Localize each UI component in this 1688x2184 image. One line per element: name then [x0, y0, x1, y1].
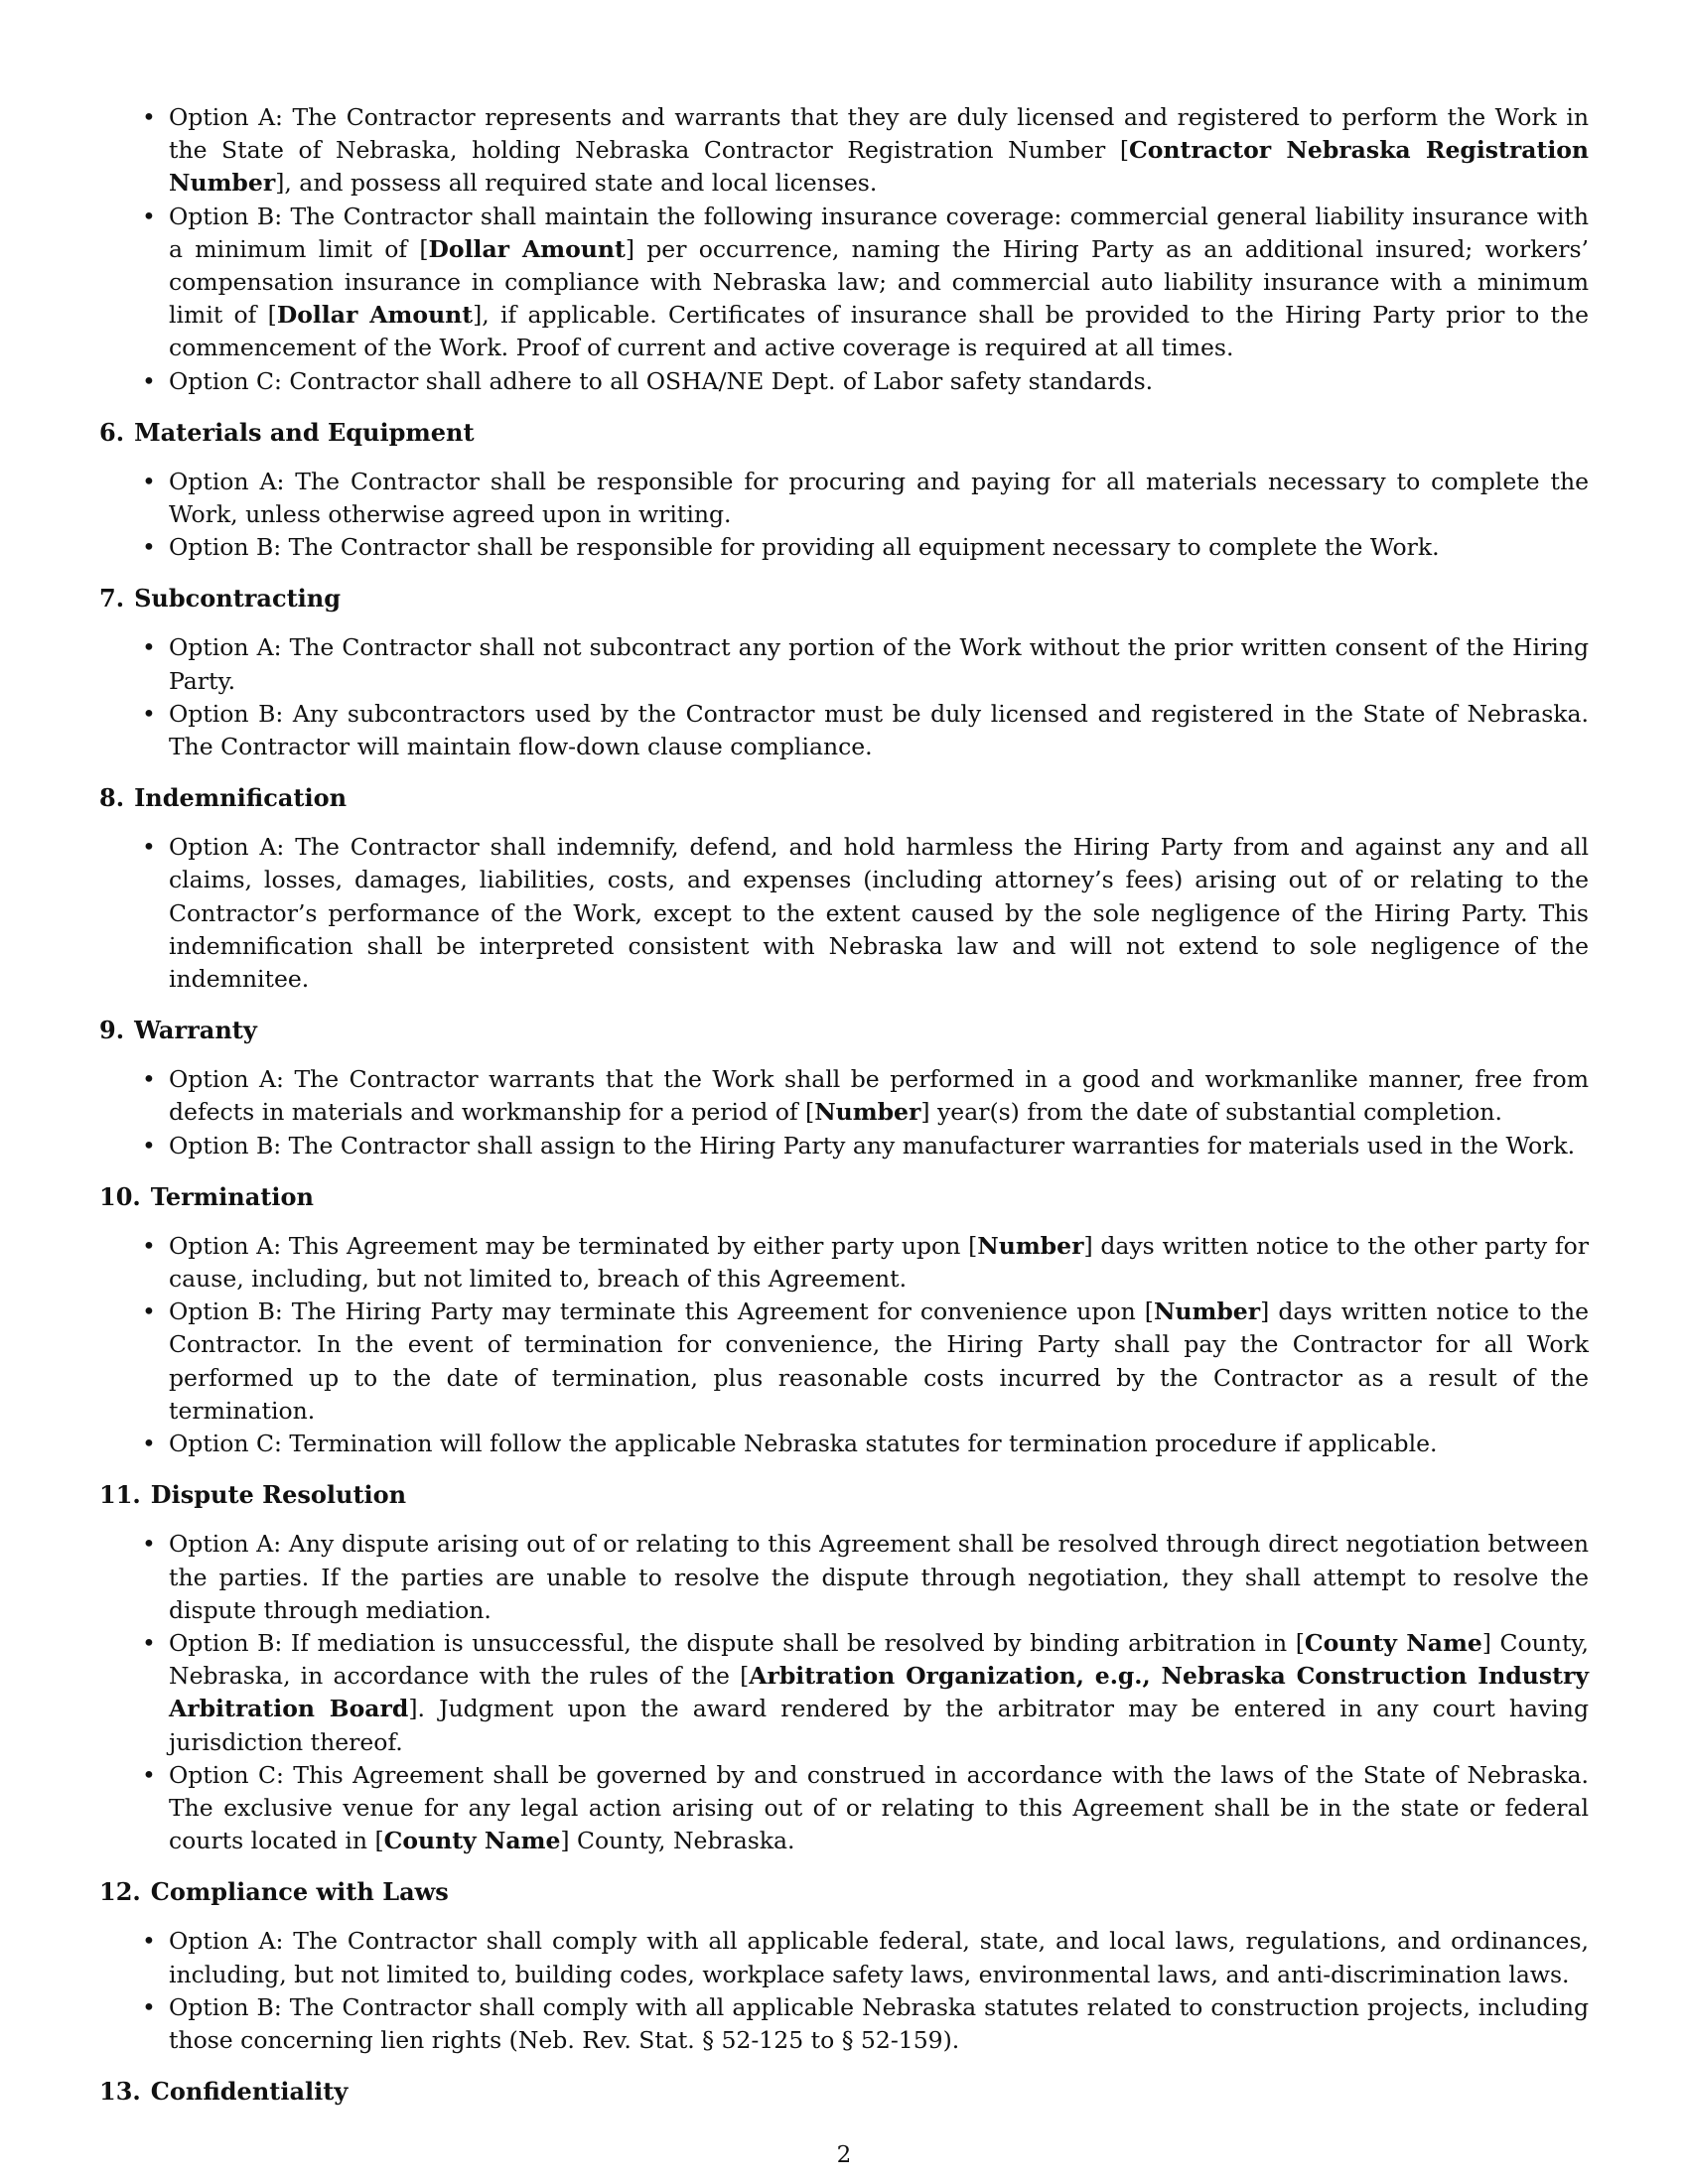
option-item-governing-law — [169, 1759, 1589, 1858]
clause-text: Option C: Contractor shall adhere to all OSHA/NE Dept. of Labor safety standards. — [169, 366, 1154, 395]
clause-text: Option A: The Contractor warrants that the Work shall be performed in a good and workmanlike manner, free from defects in materials and workmanship for a period of [ — [169, 1065, 1589, 1127]
section-title: Materials and Equipment — [134, 417, 475, 447]
option-list — [99, 631, 1589, 763]
option-list — [99, 466, 1589, 565]
section-heading-dispute-resolution — [99, 1478, 1589, 1511]
option-item-insurance — [169, 201, 1589, 365]
option-item-materials — [169, 466, 1589, 531]
section-number: 7. — [99, 584, 125, 614]
document-body — [99, 101, 1589, 2124]
clause-text: Option A: Any dispute arising out of or relating to this Agreement shall be resolved through direct negotiation between the parties. If the parties are unable to resolve the dispute through negotiation, they shall attempt to resolve the dispute through mediation. — [169, 1530, 1589, 1624]
section-heading-warranty — [99, 1014, 1589, 1046]
option-list — [99, 1925, 1589, 2057]
section-title: Dispute Resolution — [150, 1480, 407, 1510]
placeholder-field: County Name — [383, 1827, 561, 1855]
option-item-licensed-subs — [169, 698, 1589, 763]
section-title: Confidentiality — [150, 2077, 349, 2107]
clause-text: Option A: The Contractor shall indemnify, defend, and hold harmless the Hiring Party from and against any and all claims, losses, damages, liabilities, costs, and expenses (including attorney’s fees) arising out of or relating to the Contractor’s performance of the Work, except to the extent caused by the sole negligence of the Hiring Party. This indemnification shall be interpreted consistent with Nebraska law and will not extend to sole negligence of the indemnitee. — [169, 833, 1589, 994]
placeholder-field: County Name — [1304, 1628, 1482, 1657]
clause-text: ] County, Nebraska, in accordance with the rules of the [ — [169, 1628, 1590, 1691]
section-number: 12. — [99, 1877, 141, 1907]
clause-text: Option C: This Agreement shall be governed by and construed in accordance with the laws of the State of Nebraska. The exclusive venue for any legal action arising out of or relating to this Agreement shall be in the state or federal courts located in [ — [169, 1760, 1589, 1855]
option-item-safety — [169, 365, 1589, 398]
option-item-licensing — [169, 101, 1589, 201]
section-title: Termination — [150, 1181, 314, 1211]
option-item-manufacturer — [169, 1130, 1589, 1162]
placeholder-field: Dollar Amount — [276, 301, 474, 330]
section-number: 10. — [99, 1181, 141, 1211]
option-item-statutes — [169, 1428, 1589, 1460]
clause-text: Option A: The Contractor shall comply with all applicable federal, state, and local laws, regulations, and ordinances, including, but not limited to, building codes, workplace safety laws, environmental laws, and anti-discrimination laws. — [169, 1927, 1589, 1988]
section-heading-materials-and-equipment — [99, 416, 1589, 449]
option-item-equipment — [169, 531, 1589, 564]
section-number: 11. — [99, 1480, 141, 1510]
section-title: Subcontracting — [134, 584, 342, 614]
option-item-for-cause — [169, 1230, 1589, 1296]
clause-text: Option C: Termination will follow the applicable Nebraska statutes for termination procedure if applicable. — [169, 1430, 1438, 1458]
section-title: Compliance with Laws — [150, 1877, 449, 1907]
placeholder-field: Number — [814, 1098, 921, 1127]
clause-text: ], and possess all required state and local licenses. — [275, 169, 878, 198]
section-heading-compliance-with-laws — [99, 1875, 1589, 1908]
clause-text: Option B: The Contractor shall maintain the following insurance coverage: commercial general liability insurance with a minimum limit of [ — [169, 202, 1589, 263]
section-number: 9. — [99, 1016, 125, 1045]
option-item-workmanship — [169, 1063, 1589, 1129]
option-item-negotiation — [169, 1528, 1589, 1627]
section-heading-confidentiality — [99, 2075, 1589, 2108]
option-item-for-convenience — [169, 1296, 1589, 1428]
option-item-general-laws — [169, 1925, 1589, 1990]
clause-text: Option B: If mediation is unsuccessful, the dispute shall be resolved by binding arbitration in [ — [169, 1628, 1305, 1657]
clause-text: Option A: The Contractor represents and warrants that they are duly licensed and registered to perform the Work in the State of Nebraska, holding Nebraska Contractor Registration Number [ — [169, 103, 1589, 165]
section-number: 8. — [99, 783, 125, 813]
clause-text: ]. Judgment upon the award rendered by the arbitrator may be entered in any court having jurisdiction thereof. — [169, 1695, 1589, 1756]
clause-text: Option A: This Agreement may be terminated by either party upon [ — [169, 1231, 978, 1260]
clause-text: ], if applicable. Certificates of insurance shall be provided to the Hiring Party prior to the commencement of the Work. Proof of current and active coverage is required at all times. — [169, 301, 1589, 362]
option-list — [99, 1528, 1589, 1857]
placeholder-field: Dollar Amount — [428, 234, 626, 263]
placeholder-field: Number — [977, 1231, 1084, 1260]
option-list — [99, 1230, 1589, 1460]
clause-text: Option B: Any subcontractors used by the Contractor must be duly licensed and registered in the State of Nebraska. The Contractor will maintain flow-down clause compliance. — [169, 699, 1589, 761]
clause-text: Option B: The Contractor shall be responsible for providing all equipment necessary to complete the Work. — [169, 533, 1440, 562]
option-item-arbitration — [169, 1627, 1589, 1759]
placeholder-field: Number — [1153, 1297, 1261, 1326]
option-list — [99, 831, 1589, 996]
section-heading-termination — [99, 1180, 1589, 1213]
clause-text: ] days written notice to the other party for cause, including, but not limited to, breach of this Agreement. — [169, 1231, 1589, 1294]
clause-text: ] County, Nebraska. — [560, 1827, 795, 1855]
clause-text: ] per occurrence, naming the Hiring Party as an additional insured; workers’ compensation insurance in compliance with Nebraska law; and commercial auto liability insurance with a minimum limit of [ — [169, 234, 1589, 330]
clause-text: Option A: The Contractor shall be responsible for procuring and paying for all materials necessary to complete the Work, unless otherwise agreed upon in writing. — [169, 467, 1589, 529]
section-number: 13. — [99, 2077, 141, 2107]
clause-text: Option A: The Contractor shall not subcontract any portion of the Work without the prior written consent of the Hiring Party. — [169, 633, 1589, 695]
section-title: Warranty — [134, 1016, 257, 1045]
clause-text: Option B: The Contractor shall comply with all applicable Nebraska statutes related to construction projects, including those concerning lien rights (Neb. Rev. Stat. § 52-125 to § 52-159). — [169, 1992, 1589, 2054]
page-number: 2 — [836, 2142, 852, 2168]
section-number: 6. — [99, 417, 125, 447]
option-list — [99, 1063, 1589, 1162]
clause-text: ] days written notice to the Contractor. In the event of termination for convenience, the Hiring Party shall pay the Contractor for all Work performed up to the date of termination, plus reasonable costs incurred by the Contractor as a result of the termination. — [169, 1297, 1589, 1425]
placeholder-field: Contractor Nebraska Registration Number — [169, 136, 1590, 198]
section-heading-indemnification — [99, 781, 1589, 814]
placeholder-field: Arbitration Organization, e.g., Nebraska Construction Industry Arbitration Board — [169, 1662, 1589, 1723]
option-item-consent — [169, 631, 1589, 697]
option-list — [99, 101, 1589, 398]
clause-text: Option B: The Hiring Party may terminate this Agreement for convenience upon [ — [169, 1297, 1154, 1326]
clause-text: ] year(s) from the date of substantial completion. — [920, 1098, 1502, 1127]
option-item-nebraska-statutes — [169, 1991, 1589, 2057]
section-title: Indemnification — [134, 783, 348, 813]
option-item-indemnify — [169, 831, 1589, 996]
section-heading-subcontracting — [99, 582, 1589, 614]
clause-text: Option B: The Contractor shall assign to the Hiring Party any manufacturer warranties for materials used in the Work. — [169, 1131, 1576, 1160]
